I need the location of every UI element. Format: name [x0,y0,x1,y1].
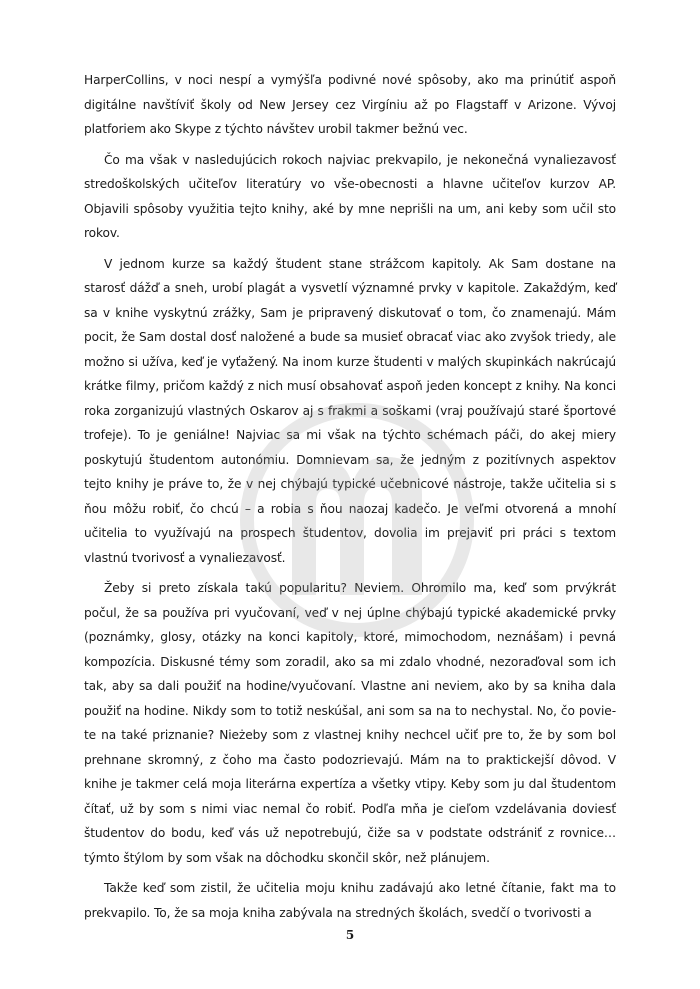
page-body [84,68,616,931]
paragraph-1: HarperCollins, v noci nespí a vymýšľa podivné nové spôsoby, ako ma prinútiť aspoň digitálne navštíviť školy od New Jersey cez Virgíniu až po Flagstaff v Arizone. Vývoj platforiem ako Skype z týchto návštev urobil takmer bežnú vec. [84,73,616,136]
page-number: 5 [345,928,355,942]
paragraph-3: V jednom kurze sa každý študent stane strážcom kapitoly. Ak Sam dostane na starosť dážď a sneh, urobí plagát a vysvetlí významné prvky v kapitole. Zakaždým, keď sa v knihe vyskytnú zrážky, Sam je pripravený diskutovať o tom, čo znamenajú. Mám pocit, že Sam dostal dosť naložené a bude sa musieť obracať viac ako zvyšok triedy, ale možno si užíva, keď je vyťažený. Na inom kurze študenti v malých skupinkách nakrúcajú krátke filmy, pričom každý z nich musí obsahovať aspoň jeden koncept z knihy. Na konci roka zorganizujú vlastných Oskarov aj s frakmi a soškami (vraj používajú staré športové trofeje). To je geniálne! Najviac sa mi však na týchto schémach páči, do akej miery poskytujú študentom autonómiu. Domnievam sa, že jedným z pozitívnych aspektov tejto knihy je práve to, že v nej chýbajú typické učebnicové nástroje, takže učitelia si s ňou môžu robiť, čo chcú – a robia s ňou naozaj kadečo. Je veľmi otvorená a mnohí učitelia to využívajú na prospech študentov, dovolia im prejaviť pri práci s textom vlastnú tvorivosť a vynaliezavosť. [84,256,616,565]
paragraph-2: Čo ma však v nasledujúcich rokoch najviac prekvapilo, je nekonečná vynaliezavosť stredoškolských učiteľov literatúry vo vše-obecnosti a hlavne učiteľov kurzov AP. Objavili spôsoby využitia tejto knihy, aké by mne neprišli na um, ani keby som učil sto rokov. [84,152,616,240]
paragraph-4: Žeby si preto získala takú popularitu? Neviem. Ohromilo ma, keď som prvýkrát počul, že sa používa pri vyučovaní, veď v nej úplne chýbajú typické akademické prvky (poznámky, glosy, otázky na konci kapitoly, ktoré, mimochodom, neznášam) i pevná kompozícia. Diskusné témy som zoradil, ako sa mi zdalo vhodné, nezoraďoval som ich tak, aby sa dali použiť na hodine/vyučovaní. Vlastne ani neviem, ako by sa kniha dala použiť na hodine. Nikdy som to totiž neskúšal, ani som sa na to nechystal. No, čo povie-te na také priznanie? Nieżeby som z vlastnej knihy nechcel učiť pre to, že by som bol prehnane skromný, z čoho ma často podozrievajú. Mám na to praktickejší dôvod. V knihe je takmer celá moja literárna expertíza a všetky vtipy. Keby som ju dal študentom čítať, už by som s nimi viac nemal čo robiť. Podľa mňa je cieľom vzdelávania doviesť študentov do bodu, keď vás už nepotrebujú, čiže sa v podstate odstrániť z rovnice… týmto štýlom by som však na dôchodku skončil skôr, než plánujem. [84,581,616,865]
paragraph-5: Takže keď som zistil, že učitelia moju knihu zadávajú ako letné čítanie, fakt ma to prekvapilo. To, že sa moja kniha zabývala na stredných školách, svedčí o tvorivosti a [84,881,616,920]
